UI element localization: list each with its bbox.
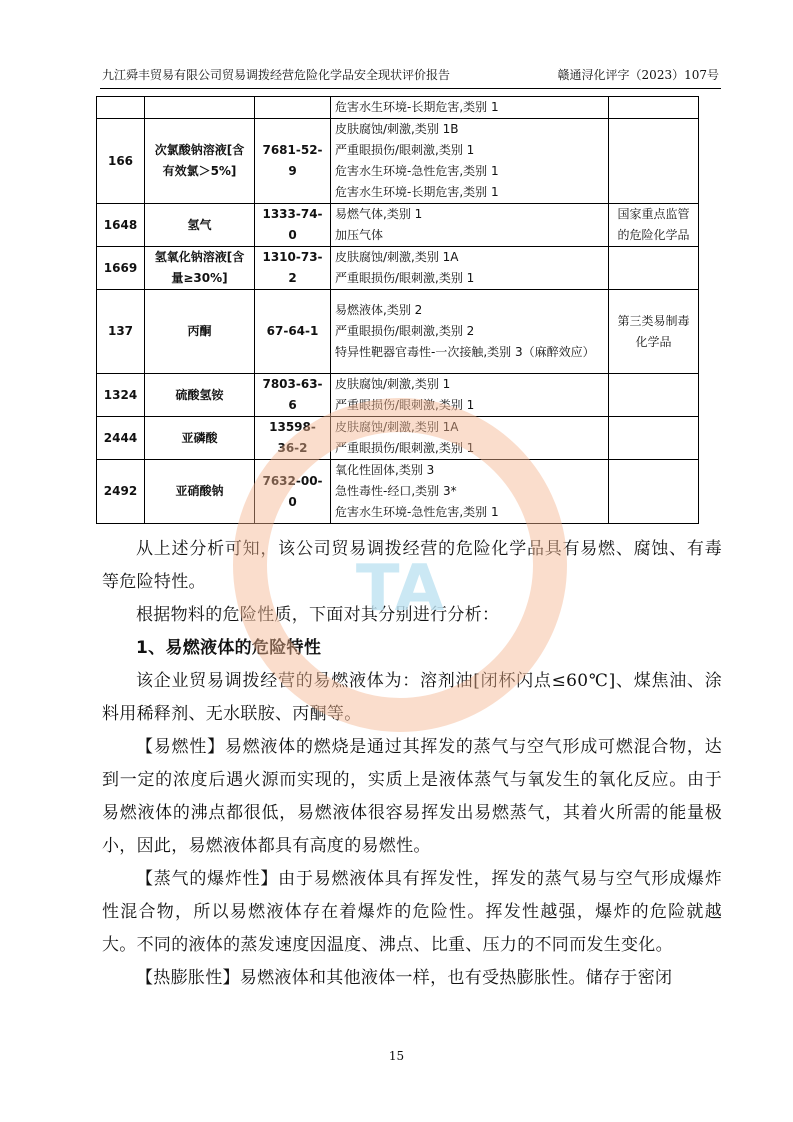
hazard-line: 危害水生环境-急性危害,类别 1 [335, 164, 499, 178]
paragraph: 根据物料的危险性质，下面对其分别进行分析： [136, 605, 500, 625]
cas-number: 1310-73-2 [255, 247, 331, 290]
hazard-line: 危害水生环境-长期危害,类别 1 [335, 185, 499, 199]
chemical-name: 氢氧化钠溶液[含量≥30%] [145, 247, 255, 290]
hazard-line: 皮肤腐蚀/刺激,类别 1A [335, 250, 459, 264]
cas-number: 13598-36-2 [255, 417, 331, 460]
cas-number: 7632-00-0 [255, 460, 331, 524]
hazard-classification [331, 204, 609, 247]
remark [609, 374, 699, 417]
cas-number: 7681-52-9 [255, 119, 331, 204]
row-number: 1669 [97, 247, 145, 290]
chemical-name: 亚磷酸 [145, 417, 255, 460]
remark [609, 247, 699, 290]
hazard-classification [331, 119, 609, 204]
hazard-line: 皮肤腐蚀/刺激,类别 1B [335, 122, 459, 136]
page-number: 15 [388, 1049, 405, 1063]
hazard-line: 严重眼损伤/眼刺激,类别 1 [335, 143, 475, 157]
row-number: 137 [97, 290, 145, 374]
hazard-line: 严重眼损伤/眼刺激,类别 1 [335, 271, 475, 285]
table-row [97, 119, 699, 204]
paragraph: 【蒸气的爆炸性】由于易燃液体具有挥发性，挥发的蒸气易与空气形成爆炸性混合物，所以易燃液体存在着爆炸的危险性。挥发性越强，爆炸的危险就越大。不同的液体的蒸发速度因温度、沸点、比重、压力的不同而发生变化。 [102, 869, 722, 955]
chemical-name: 丙酮 [145, 290, 255, 374]
cas-number: 67-64-1 [255, 290, 331, 374]
remark [609, 97, 699, 119]
report-title: 九江舜丰贸易有限公司贸易调拨经营危险化学品安全现状评价报告 [102, 68, 451, 82]
hazard-line: 危害水生环境-急性危害,类别 1 [335, 505, 499, 519]
body-text [102, 533, 722, 995]
remark [609, 119, 699, 204]
hazard-line: 皮肤腐蚀/刺激,类别 1A [335, 420, 459, 434]
remark [609, 460, 699, 524]
remark: 第三类易制毒化学品 [609, 290, 699, 374]
hazard-line: 急性毒性-经口,类别 3* [335, 484, 457, 498]
hazard-line: 特异性靶器官毒性-一次接触,类别 3（麻醉效应） [335, 345, 595, 359]
chemical-name [145, 97, 255, 119]
row-number: 1648 [97, 204, 145, 247]
table-row [97, 247, 699, 290]
cas-number [255, 97, 331, 119]
hazard-classification [331, 290, 609, 374]
paragraph: 【易燃性】易燃液体的燃烧是通过其挥发的蒸气与空气形成可燃混合物，达到一定的浓度后遇火源而实现的，实质上是液体蒸气与氧发生的氧化反应。由于易燃液体的沸点都很低，易燃液体很容易挥发出易燃蒸气，其着火所需的能量极小，因此，易燃液体都具有高度的易燃性。 [102, 737, 722, 856]
table-row [97, 374, 699, 417]
hazard-table [96, 96, 699, 524]
row-number: 2492 [97, 460, 145, 524]
paragraph: 【热膨胀性】易燃液体和其他液体一样，也有受热膨胀性。储存于密闭 [136, 968, 673, 988]
row-number: 166 [97, 119, 145, 204]
row-number [97, 97, 145, 119]
chemical-name: 氢气 [145, 204, 255, 247]
row-number: 2444 [97, 417, 145, 460]
paragraph: 从上述分析可知，该公司贸易调拨经营的危险化学品具有易燃、腐蚀、有毒等危险特性。 [102, 539, 722, 592]
table-row [97, 204, 699, 247]
paragraph: 该企业贸易调拨经营的易燃液体为：溶剂油[闭杯闪点≤60℃]、煤焦油、涂料用稀释剂、无水联胺、丙酮等。 [102, 671, 722, 724]
table-row [97, 97, 699, 119]
document-number: 赣通浔化评字（2023）107号 [557, 68, 719, 82]
chemical-name: 硫酸氢铵 [145, 374, 255, 417]
hazard-line: 严重眼损伤/眼刺激,类别 1 [335, 441, 475, 455]
hazard-line: 严重眼损伤/眼刺激,类别 1 [335, 398, 475, 412]
chemical-name: 亚硝酸钠 [145, 460, 255, 524]
section-heading: 1、易燃液体的危险特性 [136, 638, 322, 658]
remark [609, 417, 699, 460]
hazard-line: 危害水生环境-长期危害,类别 1 [335, 100, 499, 114]
row-number: 1324 [97, 374, 145, 417]
hazard-classification [331, 374, 609, 417]
hazard-line: 加压气体 [335, 228, 384, 242]
hazard-classification [331, 417, 609, 460]
hazard-line: 皮肤腐蚀/刺激,类别 1 [335, 377, 451, 391]
table-row [97, 460, 699, 524]
watermark-abbr: TA [355, 552, 445, 626]
remark: 国家重点监管的危险化学品 [609, 204, 699, 247]
hazard-line: 易燃液体,类别 2 [335, 303, 423, 317]
chemical-name: 次氯酸钠溶液[含有效氯＞5%] [145, 119, 255, 204]
hazard-classification [331, 97, 609, 119]
hazard-line: 易燃气体,类别 1 [335, 207, 423, 221]
hazard-line: 氧化性固体,类别 3 [335, 463, 435, 477]
hazard-classification [331, 247, 609, 290]
cas-number: 7803-63-6 [255, 374, 331, 417]
table-row [97, 290, 699, 374]
hazard-line: 严重眼损伤/眼刺激,类别 2 [335, 324, 475, 338]
table-row [97, 417, 699, 460]
cas-number: 1333-74-0 [255, 204, 331, 247]
hazard-classification [331, 460, 609, 524]
page-header [100, 66, 721, 89]
